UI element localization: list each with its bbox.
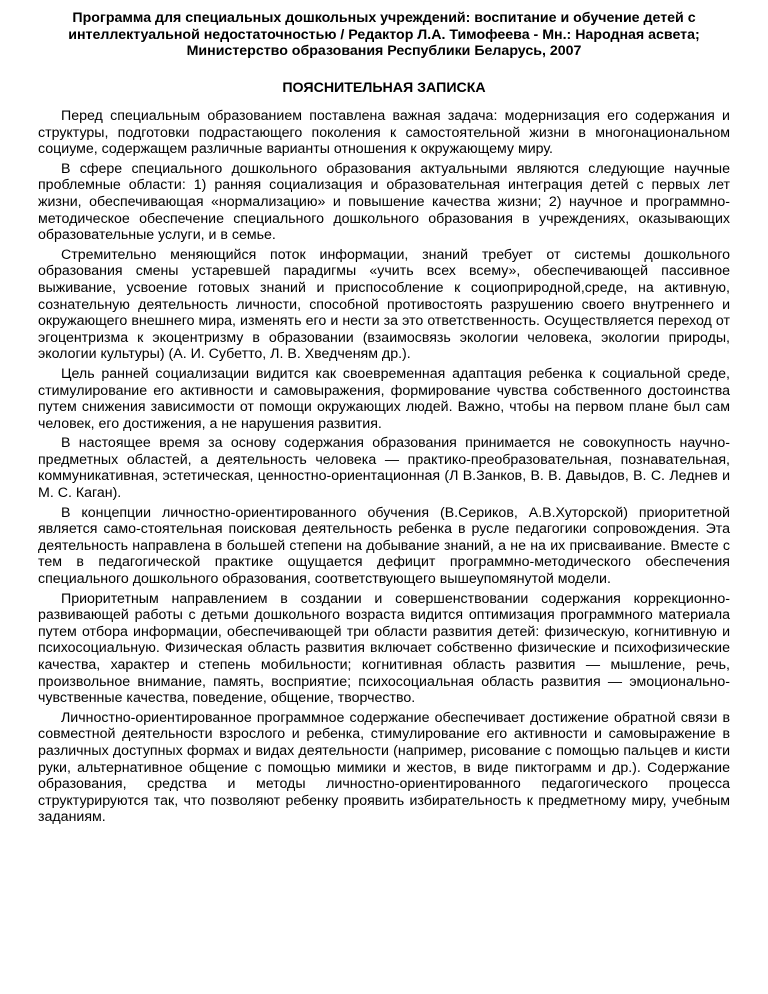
document-body xyxy=(38,108,730,826)
paragraph: Личностно-ориентированное программное содержание обеспечивает достижение обратной связи в совместной деятельности взрослого и ребенка, стимулирование его активности и самовыражение в различных доступных формах и видах деятельности (например, рисование с помощью пальцев и кисти руки, альтернативное общение с помощью мимики и жестов, в виде пиктограмм и др.). Содержание образования, средства и методы личностно-ориентированного педагогического процесса структурируются так, что позволяют ребенку проявить избирательность к предметному миру, учебным заданиям. xyxy=(38,709,730,826)
paragraph: Цель ранней социализации видится как своевременная адаптация ребенка к социальной среде, стимулирование его активности и самовыражения, формирование чувства собственного достоинства путем снижения зависимости от помощи окружающих людей. Важно, чтобы на первом плане был сам человек, его достижения, а не нарушения развития. xyxy=(38,365,730,432)
paragraph: Приоритетным направлением в создании и совершенствовании содержания коррекционно-развивающей работы с детьми дошкольного возраста видится оптимизация программного материала путем отбора информации, обеспечивающей три области развития детей: физическую, когнитивную и психосоциальную. Физическая область развития включает собственно физические и психофизические качества, характер и степень мобильности; когнитивная область развития — мышление, речь, произвольное внимание, память, восприятие; психосоциальная область развития — эмоционально-чувственные качества, поведение, общение, творчество. xyxy=(38,590,730,707)
section-heading: ПОЯСНИТЕЛЬНАЯ ЗАПИСКА xyxy=(282,79,486,96)
paragraph: В концепции личностно-ориентированного обучения (В.Сериков, А.В.Хуторской) приоритетной является само-стоятельная поисковая деятельность ребенка в русле педагогики сопровождения. Эта деятельность направлена в большей степени на добывание знаний, а не на их присваивание. Вместе с тем в педагогической практике ощущается дефицит программно-методического обеспечения специального дошкольного образования, соответствующего вышеупомянутой модели. xyxy=(38,504,730,588)
paragraph: Перед специальным образованием поставлена важная задача: модернизация его содержания и структуры, подготовки подрастающего поколения к самостоятельной жизни в многонациональном социуме, содержащем различные варианты отношения к окружающему миру. xyxy=(38,108,730,158)
paragraph: В настоящее время за основу содержания образования принимается не совокупность научно-предметных областей, а деятельность человека — практико-преобразовательная, познавательная, коммуникативная, эстетическая, ценностно-ориентационная (Л В.Занков, В. В. Давыдов, В. С. Леднев и М. С. Каган). xyxy=(38,435,730,502)
document-header: Программа для специальных дошкольных учреждений: воспитание и обучение детей с интеллектуальной недостаточностью / Редактор Л.А. Тимофеева - Мн.: Народная асвета; Министерство образования Республики Беларусь, 2007 xyxy=(68,10,700,59)
paragraph: Стремительно меняющийся поток информации, знаний требует от системы дошкольного образования смены устаревшей парадигмы «учить всех всему», обеспечивающей пассивное выживание, усвоение готовых знаний и приспособление к социоприродной,среде, на активную, сознательную деятельность личности, способной противостоять разрушению своего внутреннего и окружающего внешнего мира, изменять его и нести за это ответственность. Осуществляется переход от эгоцентризма к экоцентризму в образовании (взаимосвязь экологии человека, экологии природы, экологии культуры) (А. И. Субетто, Л. В. Хведченям др.). xyxy=(38,246,730,363)
paragraph: В сфере специального дошкольного образования актуальными являются следующие научные проблемные области: 1) ранняя социализация и образовательная интеграция детей с первых лет жизни, обеспечивающая «нормализацию» и повышение качества жизни; 2) научное и программно-методическое обеспечение специального дошкольного образования в учреждениях, оказывающих образовательные услуги, и в семье. xyxy=(38,160,730,244)
